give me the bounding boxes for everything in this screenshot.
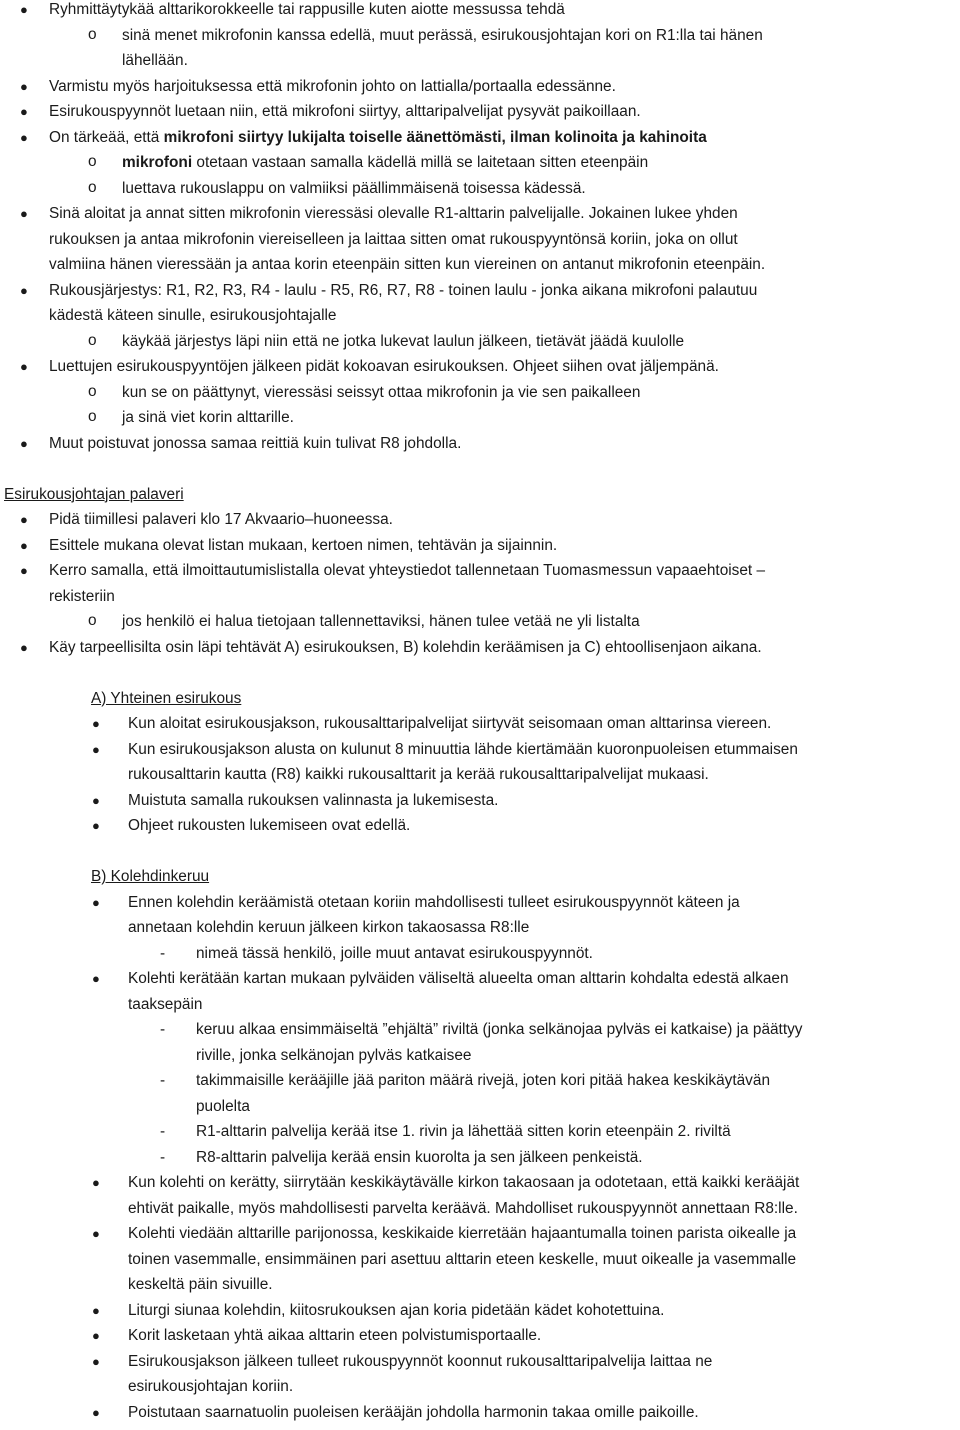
continuation	[0, 1094, 960, 1120]
list-item	[0, 737, 960, 763]
item-text: Ohjeet rukousten lukemiseen ovat edellä.	[128, 817, 411, 834]
circle-bullet-icon: o	[88, 612, 97, 629]
item-text: Kun aloitat esirukousjakson, rukousalttaripalvelijat siirtyvät seisomaan oman alttarinsa viereen.	[128, 715, 772, 732]
item-text: lähellään.	[122, 52, 188, 69]
circle-bullet-icon: o	[88, 178, 97, 196]
circle-bullet-icon: o	[88, 331, 97, 349]
list-item	[0, 635, 960, 661]
dash-bullet-icon: -	[160, 944, 166, 962]
list-item	[0, 125, 960, 151]
list-item	[0, 0, 960, 23]
list-item	[0, 711, 960, 737]
item-text: Varmistu myös harjoituksessa että mikrofonin johto on lattialla/portaalla edessänne.	[49, 77, 616, 95]
list-item	[0, 201, 960, 227]
continuation	[0, 1272, 960, 1298]
sub-list-item	[0, 150, 960, 176]
item-text: Kolehti viedään alttarille parijonossa, keskikaide kierretään hajaantumalla toinen parista oikealle ja	[128, 1225, 797, 1242]
bullet-icon: ●	[20, 129, 28, 145]
bullet-icon: ●	[20, 512, 28, 527]
sub-list-item	[0, 176, 960, 202]
list-item	[0, 1298, 960, 1324]
item-text-bold: mikrofoni	[122, 154, 193, 171]
item-text: Kerro samalla, että ilmoittautumislistalla olevat yhteystiedot tallennetaan Tuomasmessun vapaaehtoiset –	[49, 562, 766, 579]
bullet-icon: ●	[20, 2, 28, 17]
item-text: puolelta	[196, 1097, 250, 1115]
item-text: Muistuta samalla rukouksen valinnasta ja lukemisesta.	[128, 791, 499, 809]
list-item	[0, 507, 960, 533]
item-text: taaksepäin	[128, 995, 203, 1013]
heading-text: Esirukousjohtajan palaveri	[4, 485, 184, 503]
item-text: Kun kolehti on kerätty, siirrytään keskikäytävälle kirkon takaosaan ja odotetaan, että kaikki kerääjät	[128, 1174, 800, 1191]
bullet-icon: ●	[92, 741, 100, 757]
list-item	[0, 1323, 960, 1349]
item-text: Esirukousjakson jälkeen tulleet rukouspyynnöt koonnut rukousalttaripalvelija laittaa ne	[128, 1352, 713, 1370]
bullet-icon: ●	[20, 206, 28, 221]
item-text: Ennen kolehdin keräämistä otetaan koriin mahdollisesti tulleet esirukouspyynnöt käteen ja	[128, 893, 740, 911]
continuation	[0, 915, 960, 941]
circle-bullet-icon: o	[88, 408, 97, 425]
item-text: toinen vasemmalle, ensimmäinen pari asettuu alttarin eteen keskelle, muut oikealle ja vasemmalle	[128, 1250, 797, 1268]
item-text: Kun esirukousjakson alusta on kulunut 8 minuuttia lähde kiertämään kuoronpuoleisen etummaisen	[128, 740, 798, 758]
item-text: kun se on päättynyt, vieressäsi seissyt ottaa mikrofonin ja vie sen paikalleen	[122, 383, 641, 401]
item-text: Esittele mukana olevat listan mukaan, kertoen nimen, tehtävän ja sijainnin.	[49, 536, 558, 554]
bullet-icon: ●	[92, 1353, 100, 1369]
item-text: Esirukouspyynnöt luetaan niin, että mikrofoni siirtyy, alttaripalvelijat pysyvät paikoillaan.	[49, 103, 641, 120]
circle-bullet-icon: o	[88, 382, 97, 400]
continuation	[0, 1196, 960, 1222]
list-item	[0, 813, 960, 839]
dash-list-item	[0, 1119, 960, 1145]
list-item	[0, 354, 960, 380]
item-text: Pidä tiimillesi palaveri klo 17 Akvaario–huoneessa.	[49, 511, 393, 528]
bullet-icon: ●	[20, 537, 28, 553]
bullet-icon: ●	[92, 716, 100, 731]
list-item	[0, 890, 960, 916]
item-text: R8-alttarin palvelija kerää ensin kuorolta ja sen jälkeen penkeistä.	[196, 1148, 643, 1166]
bullet-icon: ●	[92, 1226, 100, 1241]
dash-list-item	[0, 1068, 960, 1094]
heading-text: A) Yhteinen esirukous	[91, 689, 242, 707]
bullet-icon: ●	[20, 435, 28, 451]
bullet-icon: ●	[92, 792, 100, 808]
item-text: Käy tarpeellisilta osin läpi tehtävät A) esirukouksen, B) kolehdin keräämisen ja C) ehtoollisenjaon aikana.	[49, 638, 762, 656]
sub-list-item	[0, 23, 960, 49]
list-item	[0, 1400, 960, 1426]
item-text: Poistutaan saarnatuolin puoleisen kerääjän johdolla harmonin takaa omille paikoille.	[128, 1403, 699, 1421]
item-text: rukouksen ja antaa mikrofonin viereiselleen ja laittaa sitten omat rukouspyyntönsä koriin, joka on ollut	[49, 230, 738, 248]
item-text: ja sinä viet korin alttarille.	[122, 409, 294, 426]
section-heading	[0, 864, 960, 890]
dash-bullet-icon: -	[160, 1072, 166, 1089]
item-text-plain: On tärkeää, että	[49, 128, 164, 146]
section-heading	[0, 686, 960, 712]
heading-text: B) Kolehdinkeruu	[91, 868, 210, 885]
sub-list-item	[0, 609, 960, 635]
sub-list-item	[0, 329, 960, 355]
item-text-plain: otetaan vastaan samalla kädellä millä se laitetaan sitten eteenpäin	[192, 154, 649, 171]
item-text: Rukousjärjestys: R1, R2, R3, R4 - laulu - R5, R6, R7, R8 - toinen laulu - jonka aikana mikrofoni palautuu	[49, 281, 758, 299]
item-text: rekisteriin	[49, 587, 115, 605]
bullet-icon: ●	[20, 639, 28, 655]
bullet-icon: ●	[20, 104, 28, 119]
item-text: takimmaisille kerääjille jää pariton määrä rivejä, joten kori pitää hakea keskikäytävän	[196, 1072, 771, 1089]
dash-bullet-icon: -	[160, 1123, 166, 1140]
dash-list-item	[0, 1145, 960, 1171]
item-text: nimeä tässä henkilö, joille muut antavat esirukouspyynnöt.	[196, 944, 593, 962]
list-item	[0, 788, 960, 814]
item-text: käykää järjestys läpi niin että ne jotka lukevat laulun jälkeen, tietävät jäädä kuulolle	[122, 332, 685, 350]
continuation	[0, 252, 960, 278]
continuation	[0, 1043, 960, 1069]
item-text: Sinä aloitat ja annat sitten mikrofonin vieressäsi olevalle R1-alttarin palvelijalle. Jokainen lukee yhden	[49, 205, 738, 222]
continuation	[0, 1247, 960, 1273]
item-text: riville, jonka selkänojan pylväs katkaisee	[196, 1046, 472, 1064]
section-heading	[0, 482, 960, 508]
item-text: keskeltä päin sivuille.	[128, 1276, 273, 1293]
item-text: Luettujen esirukouspyyntöjen jälkeen pidät kokoavan esirukouksen. Ohjeet siihen ovat jäljempänä.	[49, 358, 719, 375]
item-text: Liturgi siunaa kolehdin, kiitosrukouksen ajan koria pidetään kädet kohotettuina.	[128, 1301, 665, 1319]
dash-bullet-icon: -	[160, 1148, 166, 1166]
item-text: Ryhmittäytykää alttarikorokkeelle tai rappusille kuten aiotte messussa tehdä	[49, 1, 565, 18]
item-text: valmiina hänen vieressään ja antaa korin eteenpäin sitten kun viereinen on antanut mikrofonin eteenpäin.	[49, 256, 766, 273]
item-text: sinä menet mikrofonin kanssa edellä, muut perässä, esirukousjohtajan kori on R1:lla tai hänen	[122, 26, 763, 44]
list-item	[0, 558, 960, 584]
item-text: Muut poistuvat jonossa samaa reittiä kuin tulivat R8 johdolla.	[49, 434, 462, 452]
continuation	[0, 762, 960, 788]
list-item	[0, 533, 960, 559]
bullet-icon: ●	[92, 971, 100, 986]
continuation	[0, 584, 960, 610]
item-text	[49, 125, 707, 151]
bullet-icon: ●	[20, 563, 28, 578]
bullet-icon: ●	[92, 894, 100, 910]
item-text: jos henkilö ei halua tietojaan tallennettaviksi, hänen tulee vetää ne yli listalta	[122, 613, 640, 630]
list-item	[0, 99, 960, 125]
bullet-icon: ●	[20, 78, 28, 94]
circle-bullet-icon: o	[88, 25, 97, 43]
continuation	[0, 992, 960, 1018]
circle-bullet-icon: o	[88, 153, 97, 170]
continuation	[0, 227, 960, 253]
item-text: Kolehti kerätään kartan mukaan pylväiden väliseltä alueelta oman alttarin kohdalta edestä alkaen	[128, 970, 789, 987]
sub-list-item	[0, 405, 960, 431]
item-text: esirukousjohtajan koriin.	[128, 1378, 294, 1395]
bullet-icon: ●	[92, 1328, 100, 1343]
item-text	[122, 150, 648, 176]
dash-list-item	[0, 941, 960, 967]
item-text: Korit lasketaan yhtä aikaa alttarin eteen polvistumisportaalle.	[128, 1327, 542, 1344]
item-text: luettava rukouslappu on valmiiksi päällimmäisenä toisessa kädessä.	[122, 179, 586, 197]
bullet-icon: ●	[92, 818, 100, 833]
list-item	[0, 74, 960, 100]
dash-list-item	[0, 1017, 960, 1043]
list-item	[0, 278, 960, 304]
continuation	[0, 48, 960, 74]
list-item	[0, 431, 960, 457]
bullet-icon: ●	[20, 359, 28, 374]
item-text: annetaan kolehdin keruun jälkeen kirkon takaosassa R8:lle	[128, 919, 530, 936]
item-text: kädestä käteen sinulle, esirukousjohtajalle	[49, 307, 337, 324]
dash-bullet-icon: -	[160, 1021, 166, 1038]
bullet-icon: ●	[92, 1302, 100, 1318]
list-item	[0, 966, 960, 992]
item-text: R1-alttarin palvelija kerää itse 1. rivin ja lähettää sitten korin eteenpäin 2. riviltä	[196, 1123, 731, 1140]
continuation	[0, 1374, 960, 1400]
item-text: ehtivät paikalle, myös mahdollisesti parvelta keräävä. Mahdolliset rukouspyynnöt annettaan R8:lle.	[128, 1199, 798, 1217]
item-text: rukousalttarin kautta (R8) kaikki rukousalttarit ja kerää rukousalttaripalvelijat mukaasi.	[128, 766, 709, 783]
item-text: keruu alkaa ensimmäiseltä ”ehjältä” riviltä (jonka selkänojaa pylväs ei katkaise) ja päättyy	[196, 1021, 803, 1038]
continuation	[0, 303, 960, 329]
list-item	[0, 1349, 960, 1375]
item-text-bold: mikrofoni siirtyy lukijalta toiselle äänettömästi, ilman kolinoita ja kahinoita	[163, 128, 707, 146]
bullet-icon: ●	[92, 1175, 100, 1190]
list-item	[0, 1221, 960, 1247]
sub-list-item	[0, 380, 960, 406]
bullet-icon: ●	[20, 282, 28, 298]
list-item	[0, 1170, 960, 1196]
bullet-icon: ●	[92, 1404, 100, 1420]
